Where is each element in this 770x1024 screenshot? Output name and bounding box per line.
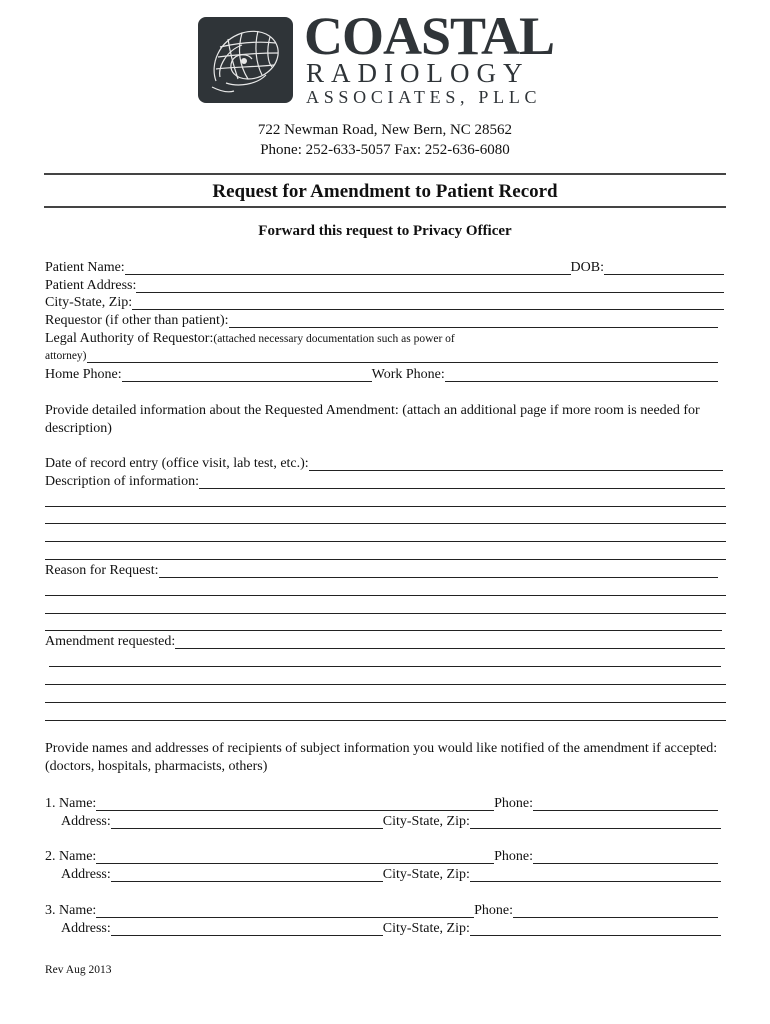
description-line-3[interactable]: [45, 523, 726, 524]
amendment-row: [45, 633, 725, 651]
recipient-1-name-field[interactable]: [96, 796, 494, 811]
logo-wordmark-radiology: RADIOLOGY: [306, 58, 530, 88]
legal-authority-field[interactable]: [87, 348, 718, 363]
logo-wordmark-coastal: COASTAL: [304, 6, 555, 66]
practice-address: 722 Newman Road, New Bern, NC 28562: [257, 122, 513, 138]
description-line-5[interactable]: [45, 559, 726, 560]
description-line-2[interactable]: [45, 506, 726, 507]
recipient-3-city-field[interactable]: [470, 921, 721, 936]
work-phone-label: Work Phone:: [371, 367, 445, 382]
legal-authority-row: [45, 330, 724, 348]
reason-row: [45, 562, 718, 580]
legal-authority-label: Legal Authority of Requestor:: [45, 331, 214, 346]
document-title: Request for Amendment to Patient Record: [212, 181, 558, 202]
patient-name-label: Patient Name:: [45, 260, 125, 275]
recipient-2-name-label: 2. Name:: [45, 849, 97, 864]
recipient-2-name-row: [45, 848, 718, 866]
recipient-3-city-label: City-State, Zip:: [382, 921, 470, 936]
practice-phone-fax: Phone: 252-633-5057 Fax: 252-636-6080: [260, 142, 510, 158]
recipient-1-city-field[interactable]: [470, 814, 721, 829]
amendment-line-4[interactable]: [45, 702, 726, 703]
dob-field[interactable]: [604, 260, 724, 275]
requestor-label: Requestor (if other than patient):: [45, 313, 229, 328]
amendment-label: Amendment requested:: [45, 634, 176, 649]
details-instructions: Provide detailed information about the Requested Amendment: (attach an additional page if more room is needed for description): [45, 403, 700, 436]
recipient-1-phone-field[interactable]: [533, 796, 718, 811]
recipient-1-address-label: Address:: [61, 814, 111, 829]
recipient-2-city-field[interactable]: [470, 867, 721, 882]
recipient-3-address-label: Address:: [61, 921, 111, 936]
reason-field[interactable]: [159, 563, 718, 578]
dob-label: DOB:: [570, 260, 604, 275]
title-divider: [44, 206, 726, 208]
patient-city-label: City-State, Zip:: [45, 295, 133, 310]
description-row: [45, 473, 725, 491]
recipient-2-address-label: Address:: [61, 867, 111, 882]
recipient-2-name-field[interactable]: [96, 849, 494, 864]
recipient-3-name-field[interactable]: [96, 903, 474, 918]
shell-logo-icon: [198, 17, 293, 103]
record-date-row: [45, 455, 723, 473]
recipient-3-phone-label: Phone:: [474, 903, 513, 918]
recipient-1-city-label: City-State, Zip:: [382, 814, 470, 829]
requestor-row: [45, 312, 718, 330]
patient-city-field[interactable]: [132, 295, 724, 310]
reason-label: Reason for Request:: [45, 563, 159, 578]
recipient-2-city-label: City-State, Zip:: [382, 867, 470, 882]
patient-city-row: [45, 294, 724, 312]
work-phone-field[interactable]: [445, 367, 718, 382]
top-divider: [44, 173, 726, 175]
record-date-label: Date of record entry (office visit, lab test, etc.):: [45, 456, 309, 471]
legal-authority-note-cont: attorney): [45, 350, 87, 362]
recipient-2-address-row: [61, 866, 721, 884]
recipients-instructions: Provide names and addresses of recipients of subject information you would like notified of the amendment if accepted: (doctors, hospitals, pharmacists, others): [45, 741, 718, 774]
home-phone-label: Home Phone:: [45, 367, 122, 382]
home-phone-field[interactable]: [122, 367, 372, 382]
recipient-3-name-row: [45, 902, 718, 920]
patient-address-label: Patient Address:: [45, 278, 137, 293]
recipient-3-phone-field[interactable]: [513, 903, 718, 918]
amendment-line-3[interactable]: [45, 684, 726, 685]
recipient-1-phone-label: Phone:: [494, 796, 533, 811]
patient-address-row: [45, 277, 724, 295]
record-date-field[interactable]: [309, 456, 723, 471]
amendment-field[interactable]: [175, 634, 725, 649]
reason-line-3[interactable]: [45, 613, 726, 614]
recipient-2-phone-field[interactable]: [533, 849, 718, 864]
logo-wordmark-associates: ASSOCIATES, PLLC: [306, 87, 542, 107]
description-label: Description of information:: [45, 474, 199, 489]
phones-row: [45, 366, 718, 384]
reason-line-4[interactable]: [45, 630, 722, 631]
recipient-3-address-field[interactable]: [111, 921, 383, 936]
recipient-1-address-row: [61, 813, 721, 831]
legal-authority-cont-row: [45, 347, 718, 365]
recipient-2-address-field[interactable]: [111, 867, 383, 882]
patient-address-field[interactable]: [136, 278, 724, 293]
reason-line-2[interactable]: [45, 595, 726, 596]
patient-name-row: [45, 259, 724, 277]
legal-authority-note: (attached necessary documentation such as power of: [213, 333, 455, 345]
recipient-2-phone-label: Phone:: [494, 849, 533, 864]
recipient-1-name-row: [45, 795, 718, 813]
revision-note: Rev Aug 2013: [45, 964, 112, 976]
recipient-3-name-label: 3. Name:: [45, 903, 97, 918]
description-line-4[interactable]: [45, 541, 726, 542]
recipient-1-address-field[interactable]: [111, 814, 383, 829]
recipient-3-address-row: [61, 920, 721, 938]
recipient-1-name-label: 1. Name:: [45, 796, 97, 811]
amendment-line-2[interactable]: [49, 666, 721, 667]
patient-name-field[interactable]: [125, 260, 571, 275]
amendment-line-5[interactable]: [45, 720, 726, 721]
description-field[interactable]: [199, 474, 725, 489]
requestor-field[interactable]: [229, 313, 719, 328]
document-subtitle: Forward this request to Privacy Officer: [258, 223, 512, 239]
